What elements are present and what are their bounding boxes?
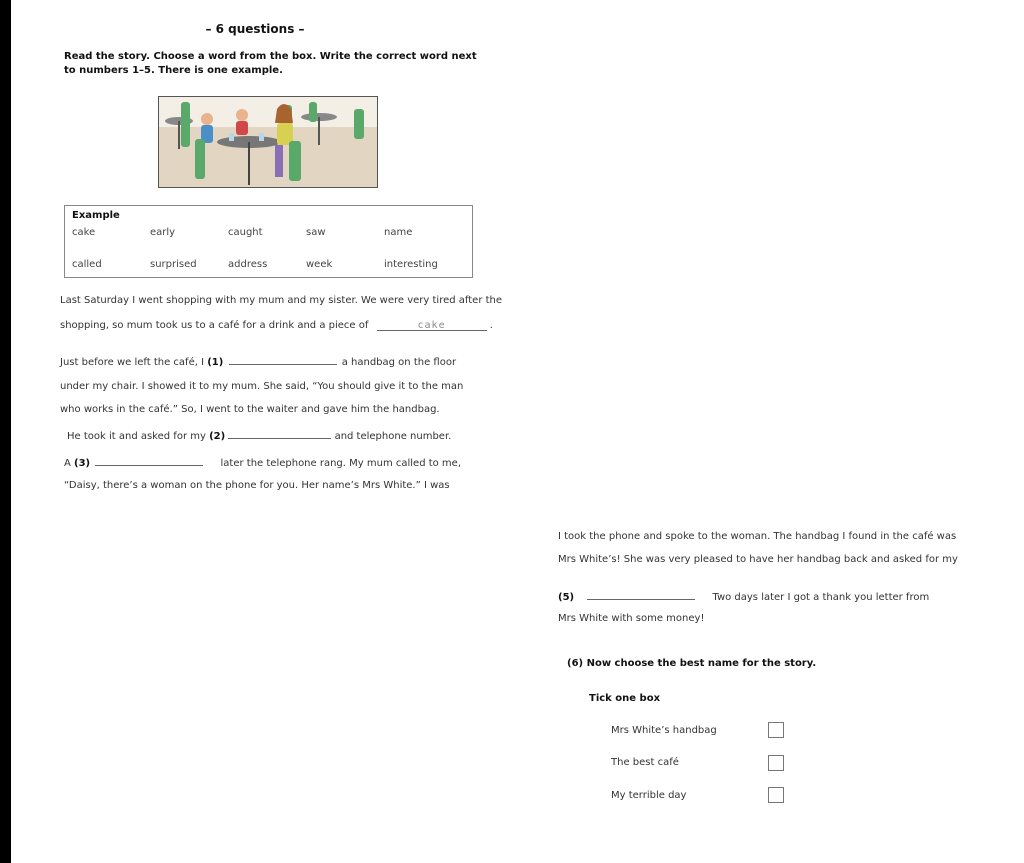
- left-edge-bar: [0, 0, 11, 863]
- word-option: week: [306, 259, 333, 270]
- story-line-6: [67, 428, 451, 442]
- question-2-number: (2): [209, 431, 226, 442]
- tick-box-1[interactable]: [768, 722, 784, 738]
- word-box-label: Example: [72, 210, 120, 221]
- story-line-11-end: Two days later I got a thank you letter from: [712, 592, 930, 603]
- story-line-2-end: .: [489, 320, 493, 331]
- story-line-4: under my chair. I showed it to my mum. She said, “You should give it to the man: [60, 381, 464, 392]
- word-option: cake: [72, 227, 96, 238]
- word-box: [64, 205, 473, 278]
- option-label-3: My terrible day: [611, 790, 687, 801]
- cafe-scene-image: [159, 97, 378, 188]
- story-line-11: [558, 589, 929, 603]
- cafe-illustration: [158, 96, 378, 188]
- answer-blank-1[interactable]: [229, 354, 337, 365]
- story-line-2: [60, 320, 493, 331]
- story-line-6-end: and telephone number.: [334, 431, 452, 442]
- option-label-1: Mrs White’s handbag: [611, 725, 717, 736]
- tick-box-3[interactable]: [768, 787, 784, 803]
- example-answer-blank: [377, 320, 487, 331]
- word-option: early: [150, 227, 176, 238]
- example-answer: cake: [417, 320, 446, 331]
- word-option: interesting: [384, 259, 438, 270]
- word-option: surprised: [150, 259, 197, 270]
- question-1-number: (1): [207, 357, 224, 368]
- story-line-1: Last Saturday I went shopping with my mum and my sister. We were very tired after the: [60, 295, 503, 306]
- story-line-7-end: later the telephone rang. My mum called to me,: [220, 458, 462, 469]
- instructions: Read the story. Choose a word from the box. Write the correct word next to numbers 1–5. There is one example.: [64, 51, 477, 76]
- story-line-3: [60, 354, 456, 368]
- word-option: name: [384, 227, 413, 238]
- word-option: caught: [228, 227, 263, 238]
- story-line-12: Mrs White with some money!: [558, 613, 705, 624]
- page-title: – 6 questions –: [205, 22, 305, 36]
- word-option: address: [228, 259, 268, 270]
- tick-instruction: Tick one box: [589, 693, 661, 704]
- question-6-prompt: (6) Now choose the best name for the story.: [567, 658, 817, 669]
- story-line-10: Mrs White’s! She was very pleased to have her handbag back and asked for my: [558, 554, 958, 565]
- story-line-7: [64, 455, 461, 469]
- story-line-3-end: a handbag on the floor: [341, 357, 457, 368]
- question-3-number: (3): [74, 458, 91, 469]
- tick-box-2[interactable]: [768, 755, 784, 771]
- answer-blank-3[interactable]: [95, 455, 203, 466]
- option-label-2: The best café: [611, 757, 679, 768]
- story-line-7-start: A: [64, 458, 71, 469]
- story-line-3-start: Just before we left the café, I: [60, 357, 205, 368]
- question-5-number: (5): [558, 592, 575, 603]
- story-line-5: who works in the café.” So, I went to the waiter and gave him the handbag.: [60, 404, 440, 415]
- story-line-6-start: He took it and asked for my: [67, 431, 206, 442]
- word-option: called: [72, 259, 102, 270]
- answer-blank-2[interactable]: [228, 428, 331, 439]
- answer-blank-5[interactable]: [587, 589, 695, 600]
- story-line-8: “Daisy, there’s a woman on the phone for you. Her name’s Mrs White.” I was: [64, 480, 450, 491]
- story-line-2-text: shopping, so mum took us to a café for a drink and a piece of: [60, 320, 369, 331]
- story-line-9: I took the phone and spoke to the woman. The handbag I found in the café was: [558, 531, 957, 542]
- word-option: saw: [306, 227, 326, 238]
